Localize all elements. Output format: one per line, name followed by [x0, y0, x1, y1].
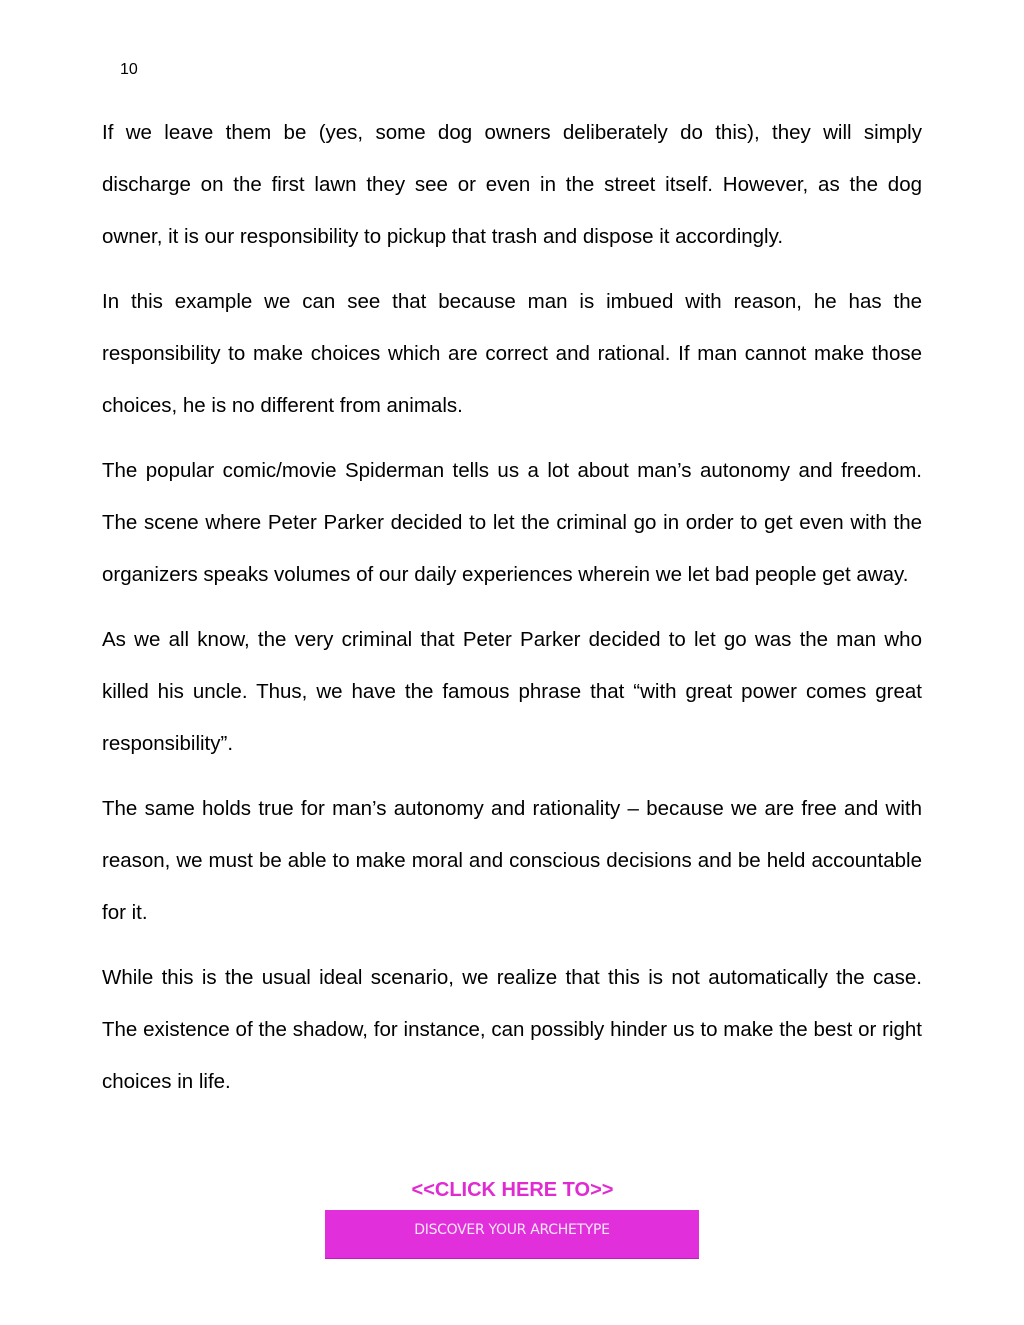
paragraph-2: In this example we can see that because man is imbued with reason, he has the responsibility to make choices which are correct and rational. If man cannot make those choices, he is no different from animals. — [102, 290, 922, 417]
discover-archetype-button[interactable] — [325, 1210, 699, 1258]
discover-archetype-label: DISCOVER YOUR ARCHETYPE — [414, 1222, 610, 1238]
paragraph-1: If we leave them be (yes, some dog owners deliberately do this), they will simply discharge on the first lawn they see or even in the street itself. However, as the dog owner, it is our responsibility to pickup that trash and dispose it accordingly. — [102, 121, 922, 248]
paragraph-4: As we all know, the very criminal that Peter Parker decided to let go was the man who killed his uncle. Thus, we have the famous phrase that “with great power comes great responsibility”. — [102, 628, 922, 755]
body-text — [102, 107, 922, 1121]
paragraph-3: The popular comic/movie Spiderman tells us a lot about man’s autonomy and freedom. The scene where Peter Parker decided to let the criminal go in order to get even with the organizers speaks volumes of our daily experiences wherein we let bad people get away. — [102, 459, 922, 586]
paragraph-6: While this is the usual ideal scenario, we realize that this is not automatically the case. The existence of the shadow, for instance, can possibly hinder us to make the best or right choices in life. — [102, 966, 922, 1093]
click-here-link[interactable]: <<CLICK HERE TO>> — [411, 1179, 614, 1201]
page-number: 10 — [120, 61, 138, 78]
cta-section — [0, 1178, 1024, 1202]
paragraph-5: The same holds true for man’s autonomy and rationality – because we are free and with reason, we must be able to make moral and conscious decisions and be held accountable for it. — [102, 797, 922, 924]
